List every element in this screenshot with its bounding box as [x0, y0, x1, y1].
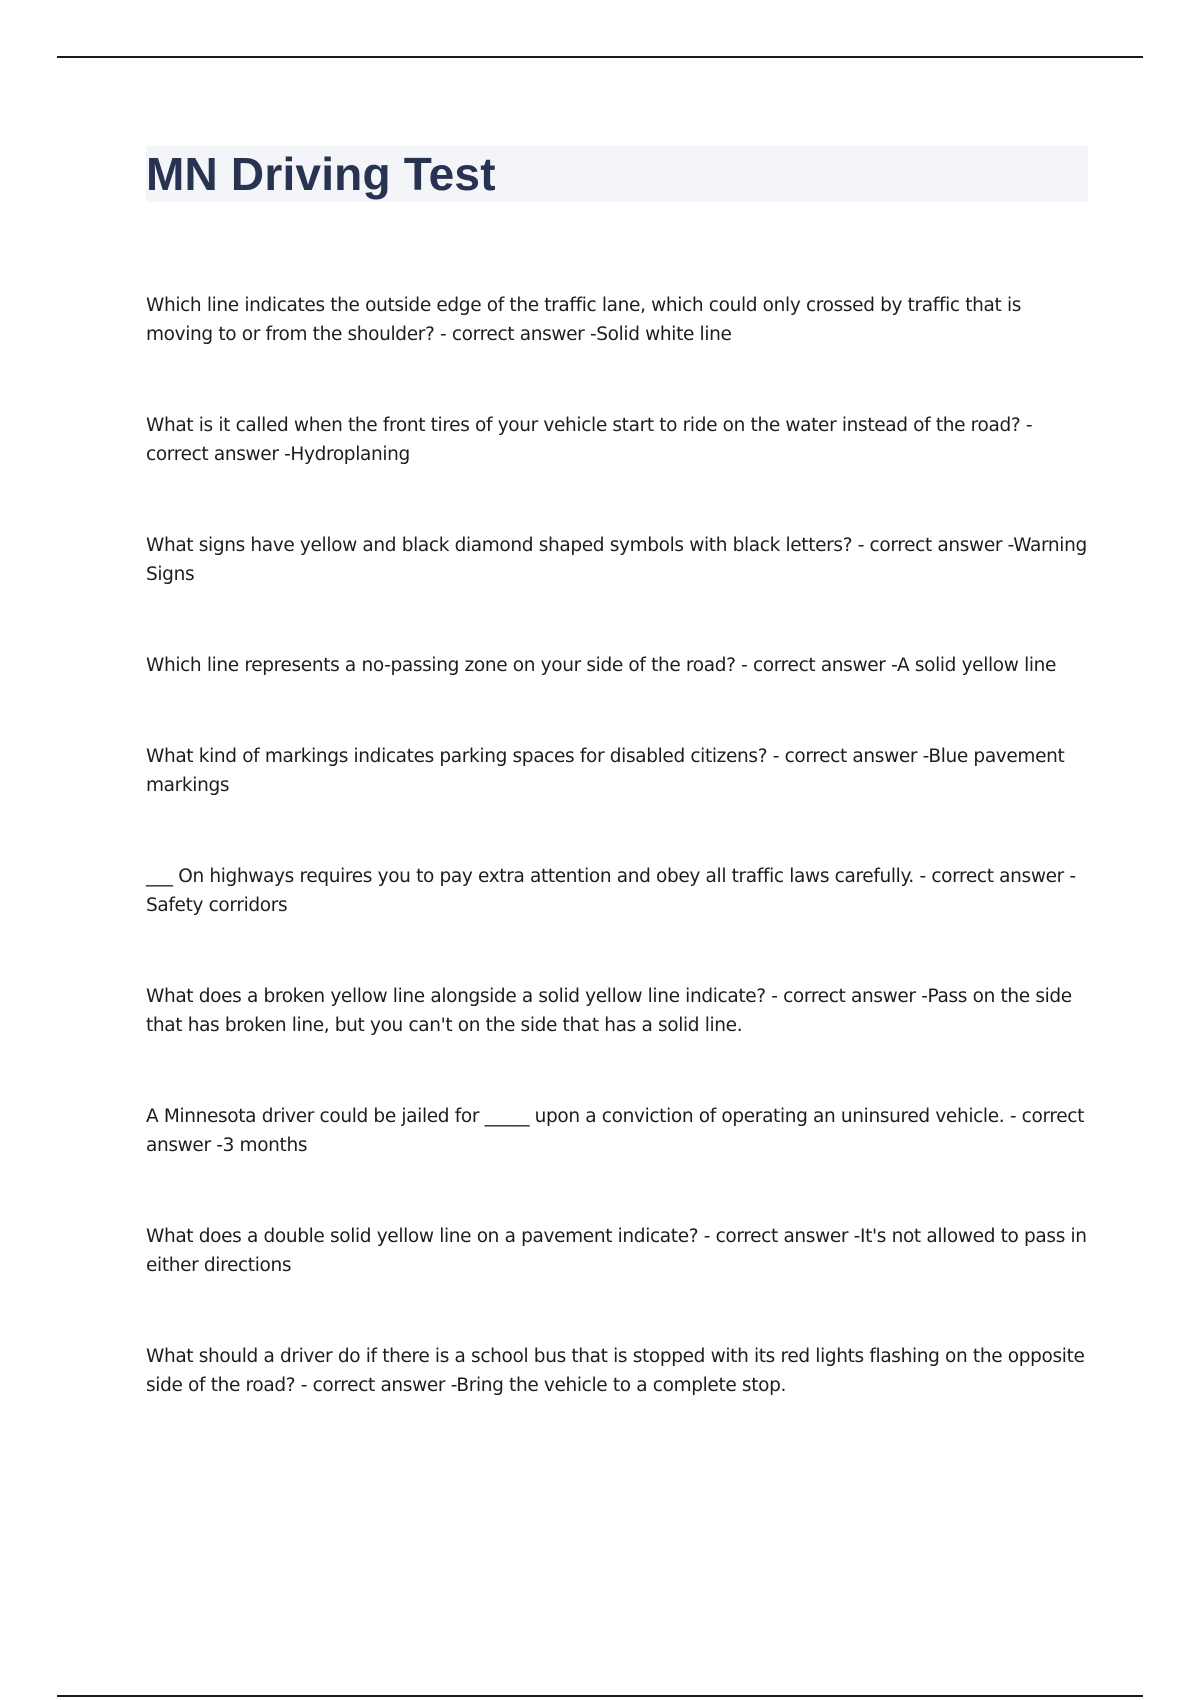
qa-item-7: What does a broken yellow line alongside a solid yellow line indicate? - correct answer -Pass on the side that has broken line, but you can't on the side that has a solid line. [146, 986, 1072, 1036]
qa-item-2: What is it called when the front tires of your vehicle start to ride on the water instead of the road? - correct answer -Hydroplaning [146, 415, 1033, 465]
qa-item-1: Which line indicates the outside edge of the traffic lane, which could only crossed by traffic that is moving to or from the shoulder? - correct answer -Solid white line [146, 295, 1022, 345]
qa-item-10: What should a driver do if there is a school bus that is stopped with its red lights flashing on the opposite side of the road? - correct answer -Bring the vehicle to a complete stop. [146, 1346, 1085, 1396]
page-title: MN Driving Test [146, 148, 496, 200]
qa-item-6: ___ On highways requires you to pay extra attention and obey all traffic laws carefully. - correct answer -Safety corridors [146, 866, 1076, 916]
top-rule [57, 56, 1143, 58]
qa-item-9: What does a double solid yellow line on a pavement indicate? - correct answer -It's not allowed to pass in either directions [146, 1226, 1087, 1276]
bottom-rule [57, 1695, 1143, 1697]
qa-item-5: What kind of markings indicates parking spaces for disabled citizens? - correct answer -Blue pavement markings [146, 746, 1065, 796]
qa-item-3: What signs have yellow and black diamond shaped symbols with black letters? - correct answer -Warning Signs [146, 535, 1087, 585]
qa-item-8: A Minnesota driver could be jailed for _____ upon a conviction of operating an uninsured vehicle. - correct answer -3 months [146, 1106, 1085, 1156]
qa-item-4: Which line represents a no-passing zone on your side of the road? - correct answer -A solid yellow line [146, 655, 1057, 676]
